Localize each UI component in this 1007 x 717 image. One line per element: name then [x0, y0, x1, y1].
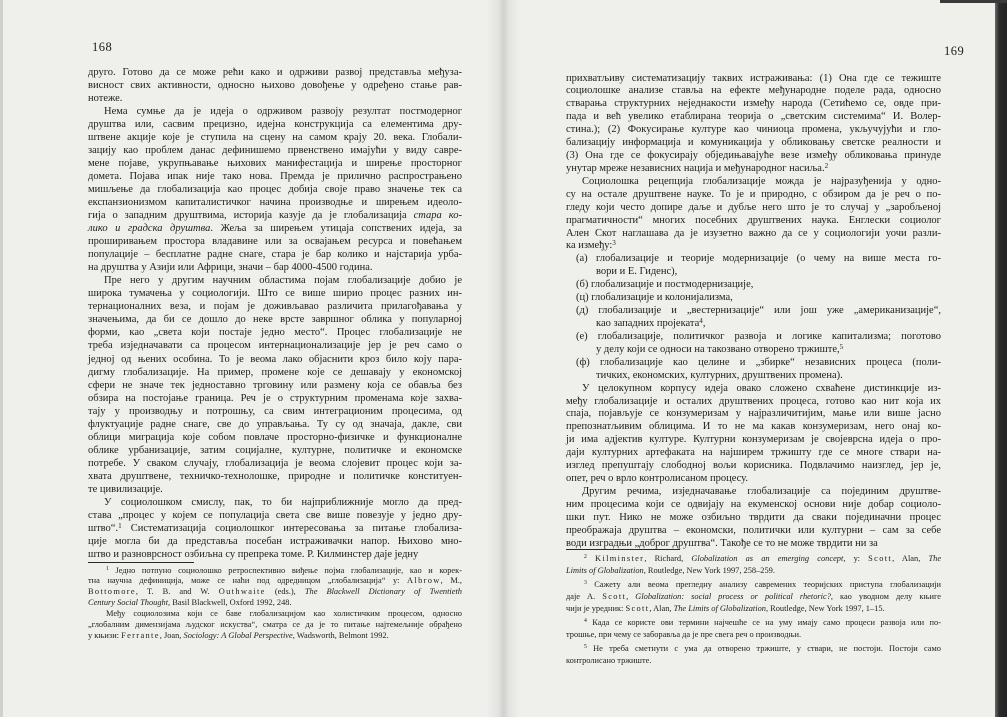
text-run: , у:: [843, 554, 869, 563]
footnote: [566, 579, 941, 615]
text-line: [88, 598, 462, 609]
footnote-marker: 4: [699, 316, 703, 325]
text-line: [566, 591, 941, 603]
page-number: 168: [92, 40, 113, 54]
text-line: У социолошком смислу, пак, то би најприближније могло да пред-: [104, 497, 462, 509]
text-line: [566, 240, 941, 253]
text-line: проширивањем простора владавине или за освајањем ресурса и повећањем: [88, 236, 462, 248]
text-line: (ф) глобализације као целине и „збирке“ независних процеса (поли-: [576, 356, 941, 368]
text-run: даје A.: [566, 592, 603, 601]
footnote-marker: 3: [612, 239, 616, 248]
footnote-marker: 5: [584, 644, 587, 651]
author-name: Kilminster: [595, 554, 645, 563]
footnote-separator: [88, 562, 194, 563]
text-line: потребе. У сваком случају, глобализација је веома слојевит процес који за-: [88, 457, 462, 469]
italic-text: The: [928, 554, 942, 563]
text-line: нотеже.: [88, 92, 123, 104]
author-name: Scott: [868, 554, 893, 563]
italic-text: The Limits of Globalization: [673, 604, 766, 613]
paragraph: [566, 176, 941, 254]
footnote-marker: 1: [118, 521, 122, 530]
text-line: спаја, појављује се конзумеризам у најразличитијим, мање или више јасно: [566, 408, 941, 420]
italic-text: The Blackwell Dictionary of Twentieth: [304, 587, 462, 597]
text-line: [566, 163, 941, 176]
text-run: Када се користе ови термини најчешће се на уму имају само процеси развоја или по-: [586, 618, 941, 627]
text-line: [596, 344, 941, 357]
text-line: социолошке анализе ставља на ефекте међународне поделе рада, односно: [566, 85, 941, 97]
text-line: тернационалних веза, и појам је доживљавао различита прилагођавања у: [88, 301, 462, 313]
text-run: као западних пројеката: [596, 318, 700, 330]
text-line: [596, 318, 941, 331]
footnote: [88, 566, 462, 610]
text-line: препознатљивим облицима. И то не ма какав конзумеризам, него онај ко-: [566, 421, 941, 433]
text-line: на друштва у Азији или Африци, значи – бар 4000-4500 година.: [88, 262, 373, 274]
author-name: Albrow: [407, 576, 441, 586]
scan-right-edge: [995, 0, 1007, 717]
text-run: , Richard,: [644, 554, 692, 563]
text-run: , као уводном делу књиге: [830, 592, 942, 601]
text-run: , Joan,: [159, 630, 184, 640]
text-line: облици миграција које собом повлаче просторно-физичке и функционалне: [88, 431, 462, 443]
page-body: [88, 66, 462, 562]
text-line: стварања структурних неједнакости између народа (Сетићемо се, овде при-: [566, 98, 941, 110]
list-item: [566, 305, 941, 331]
paragraph: [566, 486, 941, 551]
text-line: мене појаве, укрупњавање њихових манифестација и ширење просторног: [88, 157, 462, 169]
italic-text: Sociology: A Global Perspective: [183, 630, 293, 640]
footnote-marker: 3: [584, 580, 587, 587]
text-line: Другим речима, изједначавање глобализације са појединим друштве-: [582, 486, 941, 497]
italic-text: стара ко-: [413, 210, 462, 222]
text-run: Не треба сметнути с ума да отворено тржиште, у ствари, не постоји. Постоји само: [586, 644, 941, 653]
text-line: те цивилизације.: [88, 484, 163, 495]
text-line: домета. Појава ипак није тако нова. Премда је прилично распрострањено: [88, 170, 462, 182]
text-line: изглед препуштају слободној вољи корисника. Подвлачимо наизглед, јер је,: [566, 460, 941, 472]
text-line: међу глобализације и осталих друштвених процеса, готово као нит која их: [566, 395, 941, 407]
text-line: [566, 553, 941, 565]
author-name: Outhwaite: [218, 587, 266, 597]
text-line: прихватљиву систематизацију таквих истраживања: (1) Она где се тежиште: [566, 72, 941, 84]
text-line: зацију као проблем данас дефинишемо првенствено имајући у виду савре-: [88, 144, 462, 156]
footnote: [566, 553, 941, 577]
paragraph: [88, 274, 462, 496]
text-line: [88, 209, 462, 222]
text-run: гија о западним друштвима, историја казује да је глобализација: [88, 210, 414, 222]
author-name: Bottomore: [88, 587, 136, 597]
list-item: [566, 279, 941, 292]
text-run: Једно потпуно социолошко ретроспективно виђење појма глобализације, као и корек-: [108, 565, 462, 575]
text-run: Сажету али веома прегледну анализу савремених теоријских приступа глобализацији: [586, 580, 941, 589]
text-run: , Routledge, New York 1997, 258–259.: [643, 566, 775, 575]
text-line: Ален Скот наглашава да је изузетно важно да се у социологији уочи разли-: [566, 227, 941, 239]
text-line: популације – бесплатне радне снаге, стара је бар колико и најстарија урба-: [88, 249, 462, 261]
text-line: става „процес у којем се популација света све више повезује у једно дру-: [88, 510, 462, 522]
author-name: Ferrante: [121, 630, 160, 640]
continuation: [88, 66, 462, 105]
text-run: унутар мреже независних нација и међународног насиља.: [566, 162, 825, 174]
italic-text: Globalization: social process or political rhetoric?: [635, 592, 831, 601]
text-run: чији је уредник:: [566, 604, 626, 613]
text-line: тају у производњу и потрошњу, са свим интеграционим процесима, од: [88, 405, 462, 417]
text-line: Пре него у другим научним областима појам глобализације добио је: [104, 275, 462, 287]
list-item: [566, 253, 941, 279]
footnotes: [566, 553, 941, 667]
text-line: пада и већ увелико етаблирана теорија о „светским системима“ И. Волер-: [566, 111, 941, 123]
text-run: , Alan,: [649, 604, 674, 613]
text-line: Међу социолозима који се баве глобализацијом као холистичким процесом, односно: [106, 609, 462, 619]
italic-text: Limits of Globalization: [566, 566, 644, 575]
text-line: [566, 565, 941, 577]
text-line: дигму глобализације. На пример, промене које се дешавају у економској: [88, 366, 462, 378]
text-line: (б) глобализације и постмодернизације,: [576, 279, 754, 291]
page-body: [566, 73, 941, 551]
text-line: [566, 643, 941, 655]
text-line: [566, 603, 941, 615]
text-line: Социолошка рецепција глобализације можда је најразуђенија у одно-: [582, 175, 941, 187]
author-name: Scott: [602, 592, 627, 601]
text-run: (eds.),: [265, 587, 305, 597]
footnote-continuation: [88, 609, 462, 642]
text-run: тна научна дефиниција, може се наћи под одредницом „глобализација“ у:: [88, 576, 407, 586]
paragraph: [88, 105, 462, 275]
text-line: преображаја друштва – економски, политички или културни – сам за себе: [566, 524, 941, 536]
text-line: „глобалним димензијама људског искуства“, сматра се да је то питање најтемељније обрађено: [88, 620, 462, 630]
text-line: [88, 587, 462, 598]
text-line: вори и Е. Гиденс),: [596, 266, 678, 278]
text-line: хвата друштвене, техничко-технолошке, природне и политичке конституен-: [88, 470, 462, 482]
text-line: бализацију информација и комуникација у обликовању светске реалности и: [566, 137, 941, 149]
text-line: Нема сумње да је идеја о одрживом развоју резултат постмодерног: [104, 105, 462, 117]
author-name: Scott: [625, 604, 650, 613]
footnote-marker: 5: [839, 342, 844, 351]
text-run: , Alan,: [892, 554, 929, 563]
text-line: флуктуације радне снаге, све до управљања. Ту су од значаја, дакле, сви: [88, 418, 462, 430]
text-line: експанзионизмом капиталистичког начина производње и ширењем идеоло-: [88, 196, 462, 208]
text-line: друштва или, сасвим прецизно, идејна конструкција са елементима дру-: [88, 118, 462, 130]
footnote: [566, 643, 941, 667]
text-run: [587, 554, 595, 563]
text-line: [88, 566, 462, 577]
page-number: 169: [944, 44, 965, 58]
text-line: (3) Она где се фокусирају обједињавајуће везе између обликовања принуде: [566, 150, 941, 162]
text-line: контролисано тржиште.: [566, 656, 652, 665]
text-line: [566, 579, 941, 591]
text-line: [88, 222, 462, 235]
text-line: прагматичности“ многих посебних друштвених наука. Енглески социолог: [566, 214, 941, 226]
text-line: гледу који често допире даље и дубље него што је то случај у „заробљеној: [566, 201, 941, 213]
text-run: , Basil Blackwell, Oxford 1992, 248.: [168, 598, 292, 608]
text-run: ,: [702, 318, 706, 330]
text-line: облике урбанизације, затим социјалне, културне, политичке и економске: [88, 444, 462, 456]
text-run: ,: [626, 592, 636, 601]
text-run: , T. B. and W.: [135, 587, 219, 597]
text-line: ције могла би да представља посебан истраживачки напор. Њихово мно-: [88, 536, 462, 548]
text-line: [88, 576, 462, 587]
text-line: трошње, при чему се заборавља да је пре свега реч о производњи.: [566, 630, 802, 639]
text-run: ка између:: [566, 240, 613, 252]
footnote: [566, 617, 941, 641]
text-line: значењима, да би се дошло до неке врсте завршног облика у популарној: [88, 314, 462, 326]
text-line: води изградњи „доброг друштва“. Такође се то не може тврдити ни за: [566, 537, 878, 549]
text-run: штво“.: [88, 523, 119, 535]
text-line: форми, као „света који постаје једно место“. Процес глобализације не: [88, 327, 462, 339]
right-page: [505, 0, 995, 717]
text-line: (а) глобализације и теорије модернизације (о чему на више места го-: [576, 253, 941, 265]
left-page: [0, 0, 490, 717]
text-run: , Routledge, New York 1997, 1–15.: [765, 604, 885, 613]
text-run: , M.,: [440, 576, 462, 586]
text-run: . Жеља за ширењем утицаја сопствених идеја, за: [210, 223, 463, 235]
continuation: [566, 73, 941, 176]
footnote-separator: [566, 549, 680, 550]
paragraph: [88, 496, 462, 561]
text-line: обзира на постојање граница. Реч је о структурним променама које захва-: [88, 392, 462, 404]
text-run: у делу који се односи на такозвано отворено тржиште,: [596, 343, 840, 355]
text-line: даји културних артефаката на најширем тржишту где се многе ствари на-: [566, 447, 941, 459]
text-line: У целокупном корпусу идеја овако сложено схваћене дистинкције из-: [582, 382, 941, 394]
text-line: сфери не значе тек једноставно трговину или размену која се обавља без: [88, 379, 462, 391]
text-line: висност свих активности, односно њихово довођење у одређено стање рав-: [88, 79, 462, 91]
list-item: [566, 357, 941, 383]
text-line: мишљење да глобализација као процес добија своје право значење тек са: [88, 183, 462, 195]
text-line: [88, 631, 462, 642]
text-line: [566, 617, 941, 629]
paragraph: [566, 383, 941, 486]
text-line: ји има адјектив културе. Културни конзумеризам је својеврсна идеја о про-: [566, 434, 941, 446]
text-line: ним процесима који се одвијају на екуменској основи није добар социоло-: [566, 498, 941, 510]
text-line: тичких, економских, културних, друштвених промена).: [596, 369, 843, 381]
text-line: (ц) глобализације и колонијализма,: [576, 292, 733, 304]
text-line: штво и разноврсност озбиљна су препрека томе. Р. Килминстер даје једну: [88, 549, 419, 561]
footnote-marker: 2: [824, 161, 829, 170]
text-run: у књизи:: [88, 630, 122, 640]
text-line: (д) глобализације и „вестернизације“ или још уже „американизације“,: [576, 305, 941, 317]
footnotes: [88, 566, 462, 642]
italic-text: Globalization as an emerging concept: [691, 554, 844, 563]
text-run: Систематизација социолошког интересовања за питање глобализа-: [121, 523, 462, 535]
italic-text: Century Social Thought: [88, 598, 169, 608]
text-line: стина.); (2) Фокусирање културе као чиниоца промена, укључујући и гло-: [566, 124, 941, 136]
text-line: треба изједначавати са процесом интернационализације јер је реч само о: [88, 340, 462, 352]
text-line: су на остале друштвене науке. То је и природно, с обзиром да је реч о по-: [566, 188, 941, 200]
footnote-marker: 1: [106, 565, 109, 572]
italic-text: лико и градска друштва: [88, 223, 211, 235]
footnote-marker: 2: [584, 554, 587, 561]
footnote-marker: 4: [584, 618, 587, 625]
list-item: [566, 292, 941, 305]
text-line: [88, 522, 462, 535]
text-line: шки пут. Нико не може озбиљно тврдити да сваки појединачни процес: [566, 511, 941, 523]
text-line: (е) глобализације, политичког развоја и логике капитализма; поготово: [576, 330, 941, 342]
text-line: друго. Готово да се може рећи како и одрживи развој представља међуза-: [88, 66, 462, 78]
list-item: [566, 331, 941, 357]
text-line: широка тумачења у социологији. Што се више ширио процес разних ин-: [88, 288, 462, 300]
text-line: штвене акције које је ступила на сцену на самом крају 20. века. Глобали-: [88, 131, 462, 143]
text-line: опет, реч о врло контролисаном процесу.: [566, 473, 748, 485]
text-line: једној од њених особина. То је веома лако објаснити кроз било коју пара-: [88, 353, 462, 365]
text-run: , Wadsworth, Belmont 1992.: [292, 630, 389, 640]
